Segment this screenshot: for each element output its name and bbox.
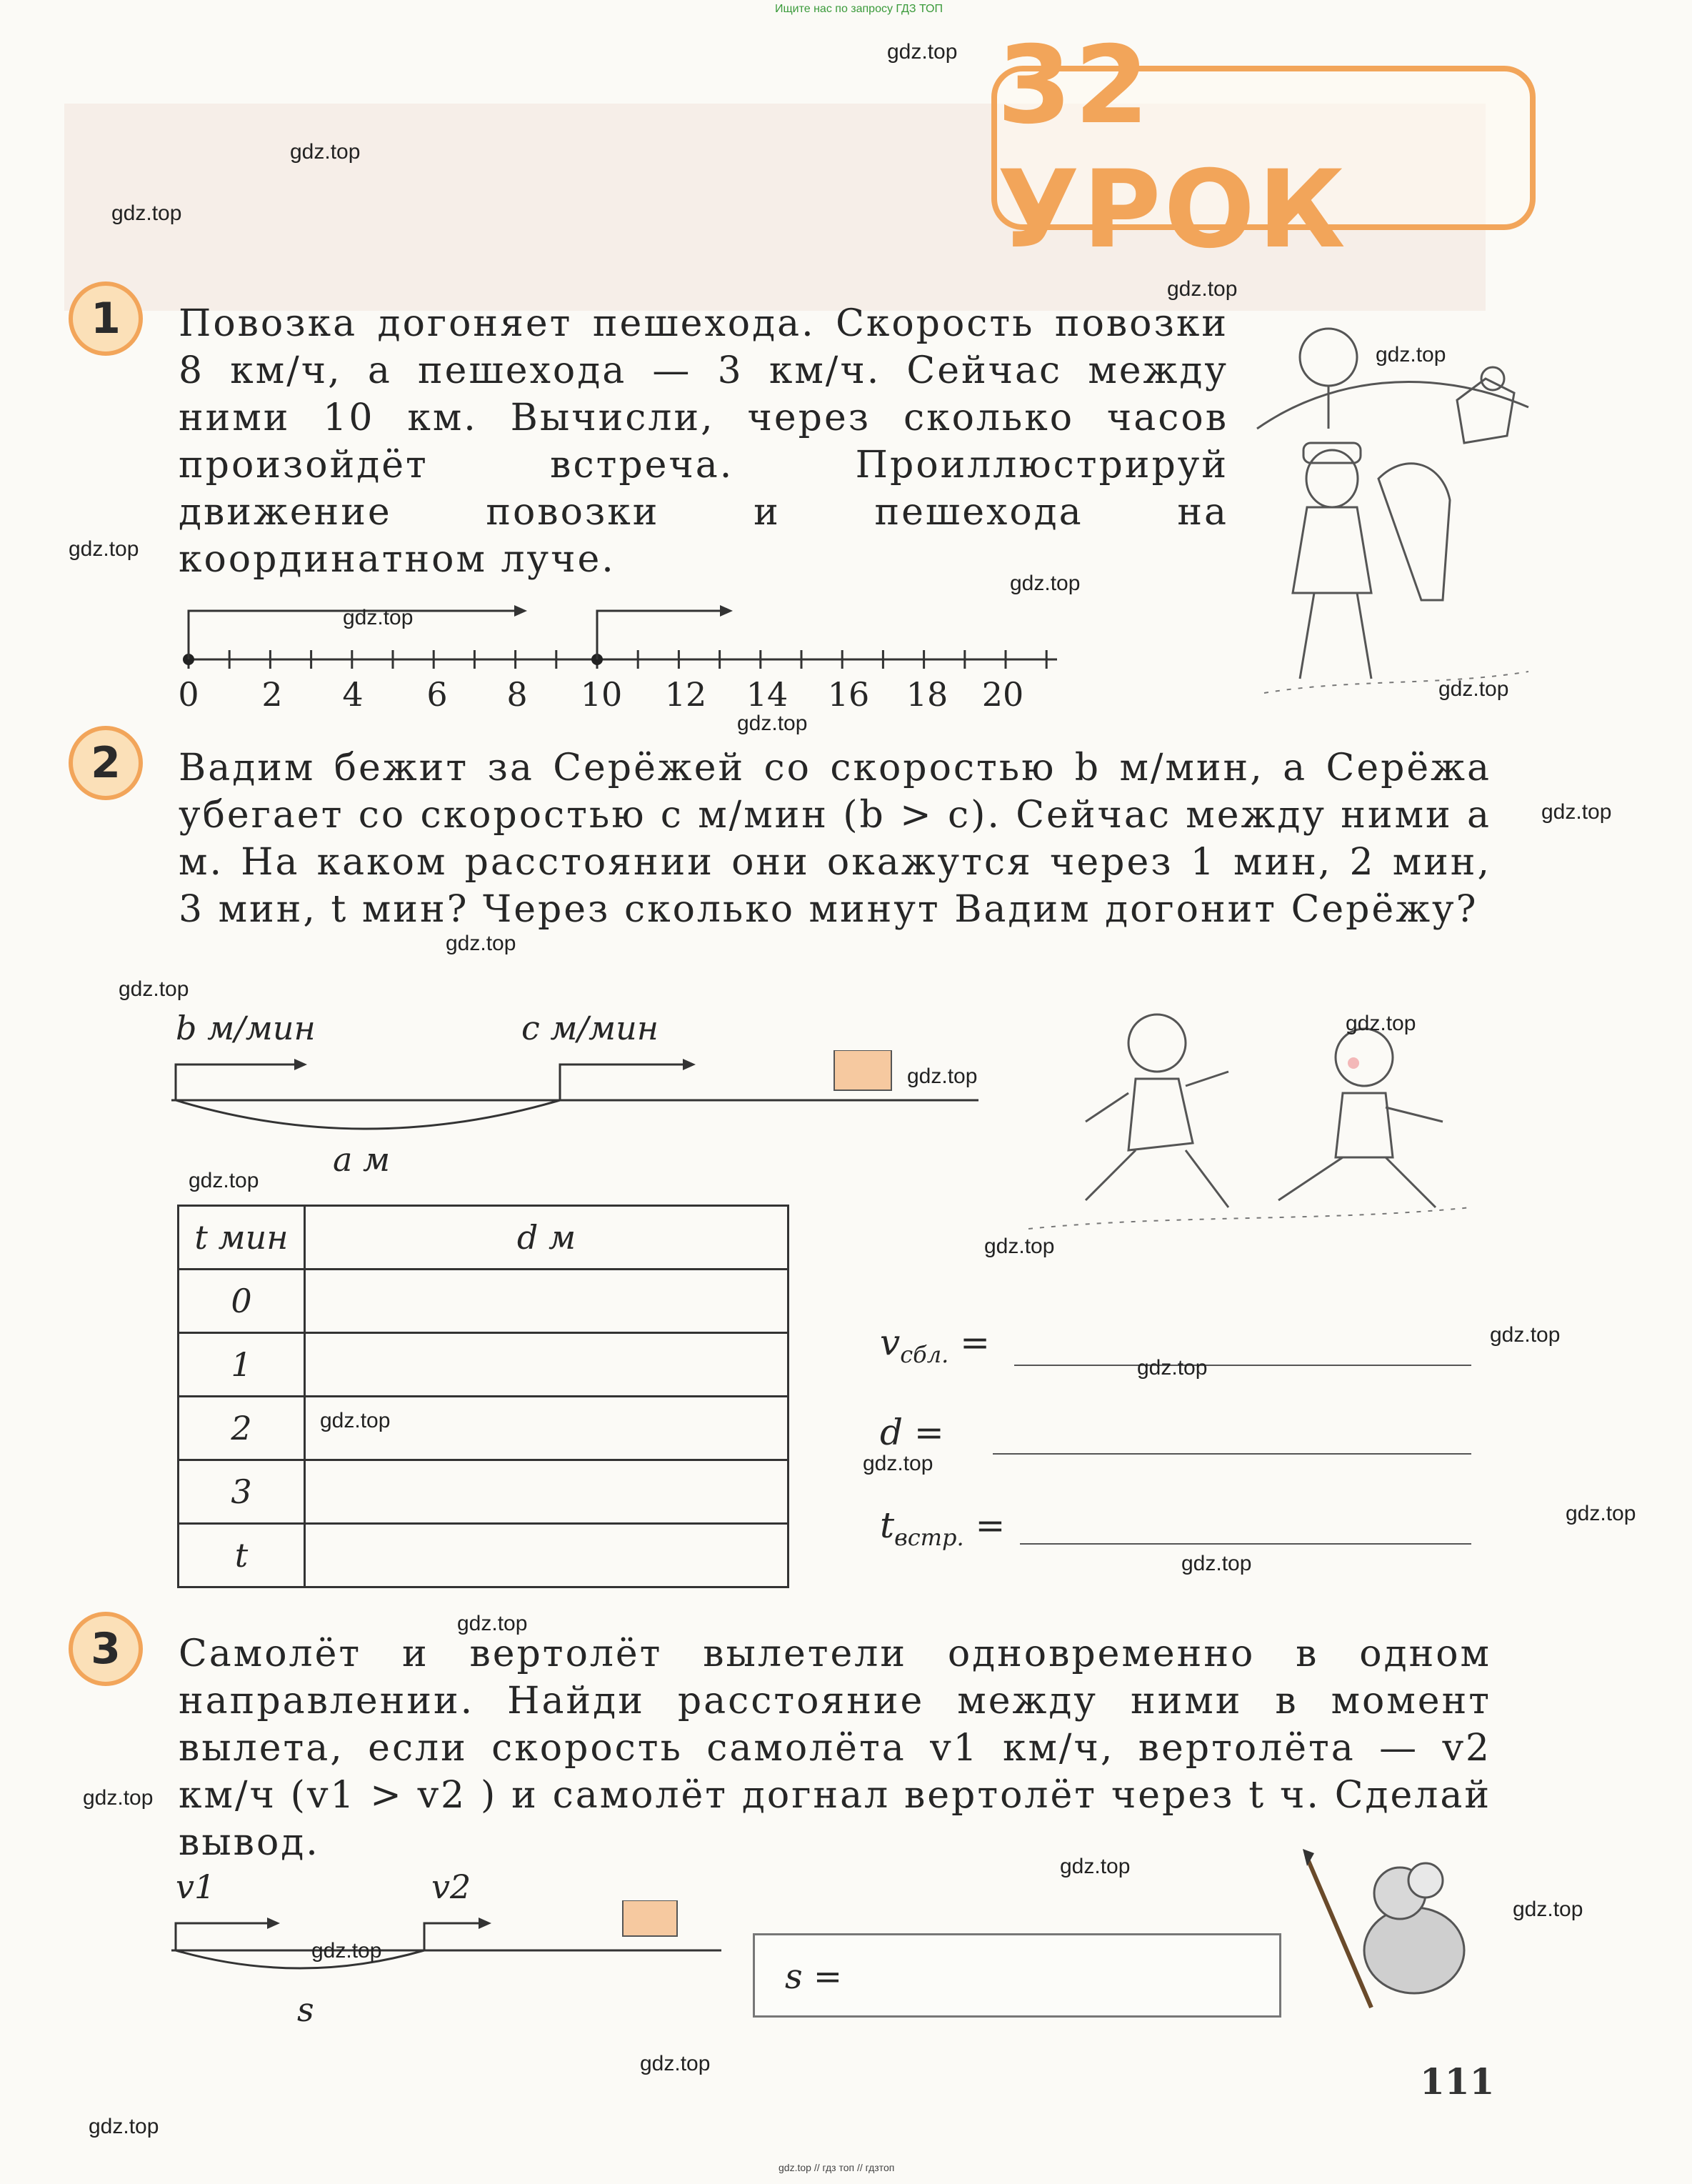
ray-label-18: 18 <box>906 675 948 714</box>
ray-label-4: 4 <box>342 675 364 714</box>
watermark: gdz.top <box>737 712 808 735</box>
watermark: gdz.top <box>311 1939 382 1963</box>
task-2-text: Вадим бежит за Серёжей со скоростью b м/мин, а Серёжа убегает со скоростью c м/мин (b > c). Сейчас между ними a м. На каком расстоянии они окажутся через 1 мин, 2 мин, 3 мин, t мин? Через сколько минут Вадим догонит Серёжу? <box>179 747 1491 931</box>
distance-brace <box>176 1100 560 1129</box>
ray-label-20: 20 <box>981 675 1024 714</box>
s-brace <box>176 1950 424 1968</box>
speed-b-label: b м/мин <box>176 1009 316 1047</box>
ray-label-14: 14 <box>746 675 789 714</box>
speed-c-label: c м/мин <box>521 1009 659 1047</box>
watermark: gdz.top <box>69 537 139 561</box>
s-answer-label: s = <box>785 1957 843 1997</box>
watermark: gdz.top <box>1438 677 1509 701</box>
top-banner: Ищите нас по запросу ГДЗ ТОП <box>775 3 943 15</box>
table-cell-t: 3 <box>179 1460 305 1524</box>
table-cell-t: 2 <box>179 1397 305 1460</box>
planes-diagram <box>171 1900 743 2000</box>
watermark: gdz.top <box>1181 1552 1252 1575</box>
watermark: gdz.top <box>1060 1855 1131 1878</box>
page-number: 111 <box>1420 2060 1495 2103</box>
watermark: gdz.top <box>1167 277 1238 301</box>
v1-label: v1 <box>176 1868 216 1906</box>
table-cell-t: t <box>179 1524 305 1587</box>
watermark: gdz.top <box>111 201 182 225</box>
ray-label-2: 2 <box>261 675 283 714</box>
v-approach-answer-line[interactable] <box>1014 1365 1471 1366</box>
ray-label-16: 16 <box>827 675 870 714</box>
watermark: gdz.top <box>446 932 516 955</box>
coordinate-ray <box>171 593 1071 672</box>
ray-label-12: 12 <box>664 675 707 714</box>
serezha-arrowhead <box>683 1059 696 1070</box>
t-meet-answer-line[interactable] <box>1020 1543 1471 1545</box>
watermark: gdz.top <box>343 606 414 629</box>
mouse-illustration <box>1286 1843 1493 2015</box>
watermark: gdz.top <box>457 1612 528 1635</box>
helicopter-arrowhead <box>479 1918 491 1929</box>
table-row <box>179 1524 789 1587</box>
watermark: gdz.top <box>1513 1898 1583 1921</box>
watermark: gdz.top <box>640 2052 711 2075</box>
ray-label-10: 10 <box>580 675 623 714</box>
table-cell-d[interactable] <box>305 1460 789 1524</box>
plane-arrowhead <box>267 1918 280 1929</box>
wagon-arrowhead <box>514 605 527 617</box>
ray-label-0: 0 <box>178 675 199 714</box>
ray-label-6: 6 <box>426 675 448 714</box>
serezha-arrow <box>560 1064 683 1100</box>
helicopter-box <box>623 1900 677 1936</box>
d-label: d = <box>880 1412 944 1453</box>
task-1-number: 1 <box>69 281 143 356</box>
table-cell-d[interactable] <box>305 1270 789 1333</box>
watermark: gdz.top <box>1010 572 1081 595</box>
task-3-number: 3 <box>69 1612 143 1686</box>
pedestrian-arrowhead <box>720 605 733 617</box>
watermark: gdz.top <box>1566 1502 1636 1525</box>
watermark: gdz.top <box>320 1409 391 1432</box>
t-meet-label: $t_{встр.}$ = <box>880 1505 1006 1551</box>
distance-table <box>177 1205 789 1588</box>
watermark: gdz.top <box>290 140 361 164</box>
serezha-box <box>834 1050 891 1090</box>
task-3-text: Самолёт и вертолёт вылетели одновременно в одном направлении. Найди расстояние между ними в момент вылета, если скорость самолёта v1 км/ч, вертолёта — v2 км/ч (v1 > v2 ) и самолёт догнал вертолёт через t ч. Сделай вывод. <box>179 1632 1491 1864</box>
watermark: gdz.top <box>1490 1323 1561 1347</box>
watermark: gdz.top <box>1137 1356 1208 1380</box>
wagon-pedestrian-illustration <box>1243 314 1543 714</box>
table-row <box>179 1397 789 1460</box>
watermark: gdz.top <box>907 1064 978 1088</box>
task-1-text: Повозка догоняет пешехода. Скорость повозки 8 км/ч, а пешехода — 3 км/ч. Сейчас между ними 10 км. Вычисли, через сколько часов произойдёт встреча. Проиллюстрируй движение повозки и пешехода на координатном луче. <box>179 302 1228 581</box>
v2-label: v2 <box>431 1868 471 1906</box>
table-cell-t: 1 <box>179 1333 305 1397</box>
watermark: gdz.top <box>1376 343 1446 367</box>
table-header-d: d м <box>305 1206 789 1270</box>
watermark: gdz.top <box>83 1786 154 1810</box>
watermark: gdz.top <box>887 40 958 64</box>
v-approach-label: $v_{сбл.}$ = <box>880 1322 991 1368</box>
table-header-t: t мин <box>179 1206 305 1270</box>
vadim-arrowhead <box>294 1059 307 1070</box>
lesson-title: 32 УРОК <box>997 24 1348 272</box>
watermark: gdz.top <box>863 1452 933 1475</box>
table-row <box>179 1333 789 1397</box>
distance-a-label: a м <box>333 1140 391 1179</box>
running-boys-illustration <box>1028 1000 1486 1243</box>
s-answer-box[interactable] <box>753 1933 1281 2018</box>
pedestrian-arrow <box>597 611 720 659</box>
d-answer-line[interactable] <box>993 1453 1471 1455</box>
table-cell-d[interactable] <box>305 1333 789 1397</box>
helicopter-arrow <box>424 1923 479 1950</box>
task-2-number: 2 <box>69 726 143 800</box>
footer-banner: gdz.top // гдз топ // гдзтоп <box>779 2162 895 2173</box>
table-cell-d[interactable] <box>305 1524 789 1587</box>
watermark: gdz.top <box>89 2115 159 2138</box>
watermark: gdz.top <box>189 1169 259 1192</box>
table-header-row <box>179 1206 789 1270</box>
chase-diagram <box>171 1050 986 1179</box>
watermark: gdz.top <box>1346 1012 1416 1035</box>
watermark: gdz.top <box>984 1235 1055 1258</box>
plane-arrow <box>176 1923 267 1950</box>
s-label: s <box>297 1990 314 2029</box>
vadim-arrow <box>176 1064 294 1100</box>
table-cell-t: 0 <box>179 1270 305 1333</box>
table-row <box>179 1460 789 1524</box>
watermark: gdz.top <box>1541 800 1612 824</box>
ray-label-8: 8 <box>506 675 528 714</box>
watermark: gdz.top <box>119 977 189 1001</box>
lesson-badge <box>991 24 1536 272</box>
table-row <box>179 1270 789 1333</box>
